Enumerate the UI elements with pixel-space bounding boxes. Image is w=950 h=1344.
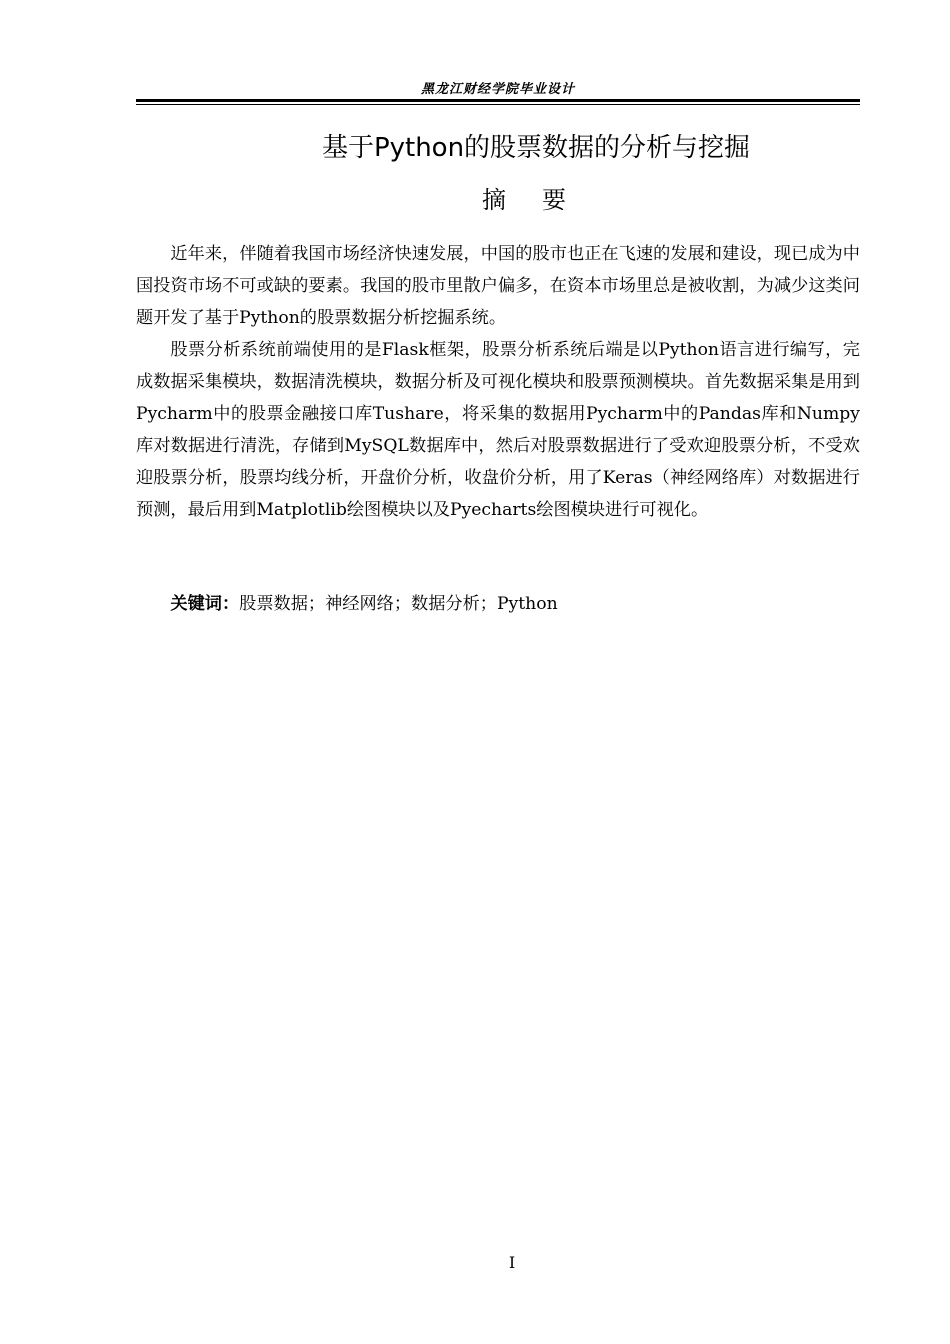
document-title: 基于Python的股票数据的分析与挖掘 bbox=[321, 133, 751, 163]
header-rule-thin bbox=[136, 104, 860, 105]
abstract-paragraph-2: 股票分析系统前端使用的是Flask框架，股票分析系统后端是以Python语言进行编写，完成数据采集模块，数据清洗模块，数据分析及可视化模块和股票预测模块。首先数据采集是用到Pycharm中的股票金融接口库Tushare，将采集的数据用Pycharm中的Pandas库和Numpy库对数据进行清洗，存储到MySQL数据库中，然后对股票数据进行了受欢迎股票分析，不受欢迎股票分析，股票均线分析，开盘价分析，收盘价分析，用了Keras（神经网络库）对数据进行预测，最后用到Matplotlib绘图模块以及Pyecharts绘图模块进行可视化。 bbox=[136, 340, 860, 520]
keywords-line bbox=[136, 588, 860, 620]
abstract-paragraph-1: 近年来，伴随着我国市场经济快速发展，中国的股市也正在飞速的发展和建设，现已成为中国投资市场不可或缺的要素。我国的股市里散户偏多，在资本市场里总是被收割，为减少这类问题开发了基于Python的股票数据分析挖掘系统。 bbox=[136, 244, 860, 328]
page-number: I bbox=[508, 1253, 516, 1272]
header-rule-thick bbox=[136, 99, 860, 102]
keywords-value: 股票数据；神经网络；数据分析；Python bbox=[239, 594, 558, 614]
abstract-heading: 摘要 bbox=[482, 186, 602, 214]
abstract-body bbox=[136, 238, 860, 526]
keywords-label: 关键词： bbox=[170, 594, 240, 614]
running-header: 黑龙江财经学院毕业设计 bbox=[420, 82, 575, 97]
